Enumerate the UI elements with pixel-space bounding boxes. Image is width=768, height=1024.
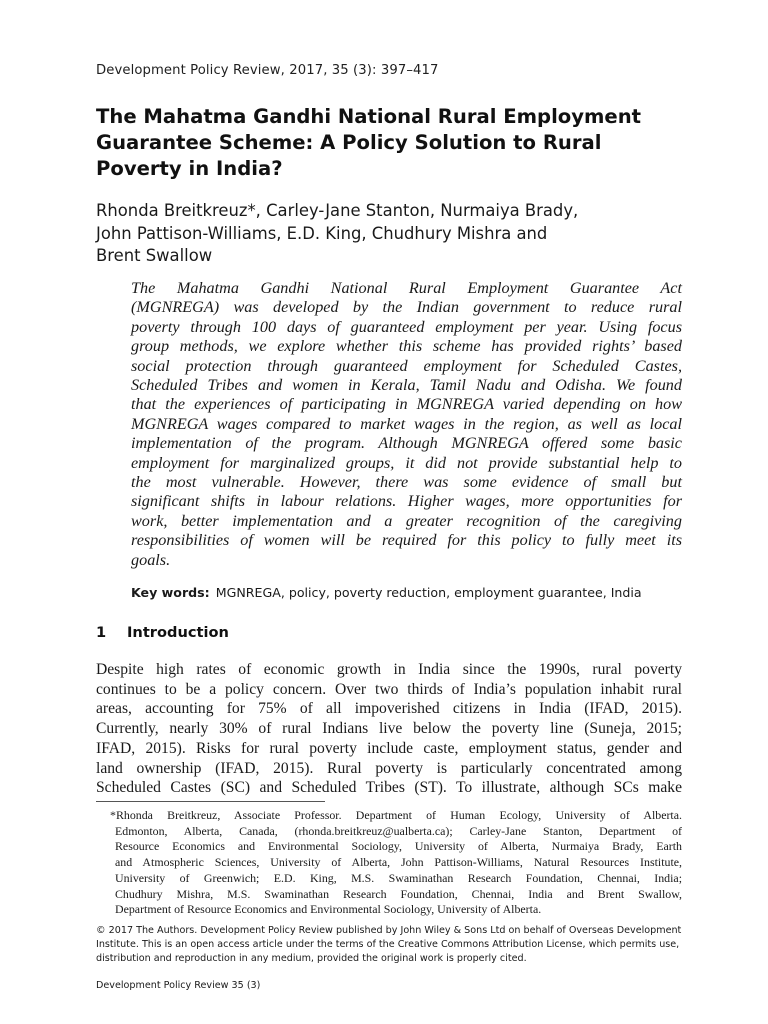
- license-line: © 2017 The Authors. Development Policy Review published by John Wiley & Sons Ltd on behalf of Overseas Development: [96, 925, 682, 936]
- section-title: Introduction: [127, 624, 229, 641]
- abstract-line: poverty through 100 days of guaranteed employment per year. Using focus: [131, 317, 682, 336]
- abstract-line: group methods, we explore whether this scheme has provided rights’ based: [131, 337, 682, 356]
- section-number: 1: [96, 624, 107, 641]
- footnote-line: Edmonton, Alberta, Canada, (rhonda.breitkreuz@ualberta.ca); Carley-Jane Stanton, Department of: [115, 823, 682, 838]
- abstract-line: social protection through guaranteed employment for Scheduled Castes,: [131, 356, 682, 375]
- footnote-divider: [96, 801, 325, 802]
- footnote-line: *Rhonda Breitkreuz, Associate Professor. Department of Human Ecology, University of Alberta.: [110, 808, 682, 822]
- keywords-label: Key words:: [131, 585, 210, 600]
- author-line: Brent Swallow: [96, 246, 213, 265]
- article-title-line: The Mahatma Gandhi National Rural Employment: [96, 105, 642, 128]
- body-line: land ownership (IFAD, 2015). Rural poverty is particularly concentrated among: [96, 759, 682, 777]
- body-line: IFAD, 2015). Risks for rural poverty include caste, employment status, gender and: [96, 739, 682, 757]
- article-title-line: Guarantee Scheme: A Policy Solution to Rural: [96, 131, 602, 154]
- abstract-line: (MGNREGA) was developed by the Indian government to reduce rural: [131, 298, 682, 317]
- keywords-list: MGNREGA, policy, poverty reduction, employment guarantee, India: [215, 585, 642, 600]
- body-line: Despite high rates of economic growth in India since the 1990s, rural poverty: [96, 661, 682, 678]
- body-line: areas, accounting for 75% of all impoverished citizens in India (IFAD, 2015).: [96, 700, 682, 718]
- abstract-line: that the experiences of participating in MGNREGA varied depending on how: [131, 395, 682, 414]
- abstract-line: Scheduled Tribes and women in Kerala, Tamil Nadu and Odisha. We found: [131, 376, 682, 395]
- license-line: Institute. This is an open access article under the terms of the Creative Commons Attribution License, which permits use,: [96, 938, 680, 950]
- footnote-line: Resource Economics and Environmental Sociology, University of Alberta, Nurmaiya Brady, Earth: [115, 839, 682, 854]
- author-footnote: [110, 808, 682, 918]
- footnote-line: Department of Resource Economics and Environmental Sociology, University of Alberta.: [115, 902, 542, 917]
- keywords: [131, 585, 691, 600]
- footnote-line: University of Greenwich; E.D. King, M.S. Swaminathan Research Foundation, Chennai, India;: [115, 870, 682, 885]
- abstract-line: implementation of the program. Although MGNREGA offered some basic: [131, 434, 682, 453]
- abstract-line: goals.: [131, 550, 171, 569]
- page-footer: Development Policy Review 35 (3): [96, 980, 261, 991]
- author-list: [96, 200, 696, 268]
- author-line: Rhonda Breitkreuz*, Carley-Jane Stanton, Nurmaiya Brady,: [96, 201, 579, 220]
- license-notice: [96, 924, 686, 965]
- section-heading: [96, 624, 496, 641]
- body-line: Currently, nearly 30% of rural Indians live below the poverty line (Suneja, 2015;: [96, 720, 682, 738]
- journal-citation: Development Policy Review, 2017, 35 (3): 397–417: [96, 63, 439, 78]
- abstract-line: The Mahatma Gandhi National Rural Employment Guarantee Act: [131, 279, 682, 297]
- body-line: continues to be a policy concern. Over two thirds of India’s population inhabit rural: [96, 680, 682, 698]
- abstract-line: significant shifts in labour relations. Higher wages, more opportunities for: [131, 492, 682, 511]
- abstract-line: work, better implementation and a greater recognition of the caregiving: [131, 511, 682, 530]
- footnote-line: Chudhury Mishra, M.S. Swaminathan Research Foundation, Chennai, India and Brent Swallow,: [115, 886, 682, 901]
- author-line: John Pattison-Williams, E.D. King, Chudhury Mishra and: [96, 223, 548, 243]
- abstract-line: employment for marginalized groups, it did not provide substantial help to: [131, 453, 682, 472]
- abstract: [131, 279, 682, 570]
- license-line: distribution and reproduction in any medium, provided the original work is properly cited.: [96, 952, 527, 964]
- body-line: Scheduled Castes (SC) and Scheduled Tribes (ST). To illustrate, although SCs make: [96, 779, 682, 797]
- body-paragraph: [96, 660, 682, 798]
- article-title: [96, 104, 696, 182]
- abstract-line: MGNREGA wages compared to market wages in the region, as well as local: [131, 414, 682, 433]
- abstract-line: responsibilities of women will be required for this policy to fully meet its: [131, 531, 682, 550]
- abstract-line: the most vulnerable. However, there was some evidence of small but: [131, 473, 682, 492]
- article-title-line: Poverty in India?: [96, 157, 283, 180]
- footnote-line: and Atmospheric Sciences, University of Alberta, John Pattison-Williams, Natural Resources Institute,: [115, 855, 682, 870]
